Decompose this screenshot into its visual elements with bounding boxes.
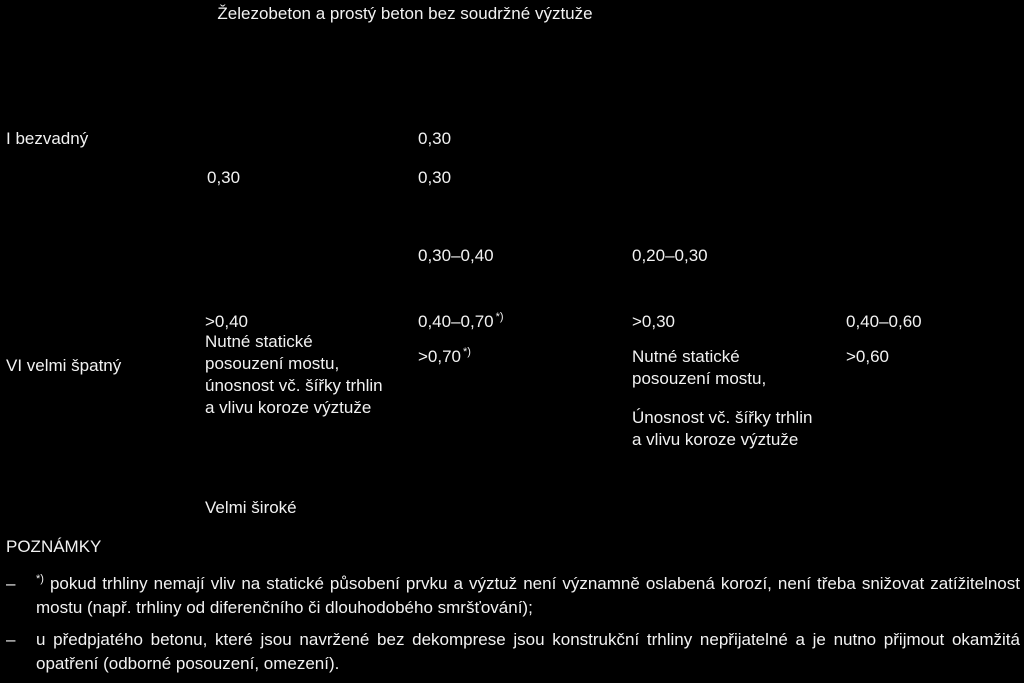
- note-2-text: u předpjatého betonu, které jsou navržené bez dekomprese jsou konstrukční trhliny nepřijatelné a je nutno přijmout okamžitá opatření (odborné posouzení, omezení).: [36, 630, 1020, 673]
- footnote-mark: *): [36, 573, 44, 586]
- row-vi-col2-width-label: Velmi široké: [205, 498, 297, 517]
- note-2: [6, 628, 1020, 676]
- row-i-col3-bottom-value: 0,30: [418, 168, 452, 187]
- row-ii-col4-value: 0,20–0,30: [632, 246, 708, 265]
- row-vi-col5-value-1: 0,40–0,60: [846, 312, 922, 331]
- note-dash: –: [6, 630, 16, 649]
- row-vi-col2-value: >0,40: [205, 312, 249, 331]
- row-vi-col4-note-1: Nutné statické posouzení mostu,: [632, 347, 767, 388]
- footnote-mark: *): [463, 346, 471, 359]
- row-vi-col5-value-2: >0,60: [846, 347, 890, 366]
- row-vi-col3-value-2-text: >0,70: [418, 347, 462, 366]
- row-vi-col2-note: Nutné statické posouzení mostu, únosnost vč. šířky trhlin a vlivu koroze výztuže: [205, 332, 383, 417]
- row-i-col2-value: 0,30: [207, 168, 241, 187]
- note-1: [6, 572, 1020, 620]
- row-label-i: I bezvadný: [6, 129, 89, 148]
- note-1-body: [36, 572, 1020, 620]
- table-heading: Železobeton a prostý beton bez soudržné výztuže: [217, 4, 593, 23]
- row-ii-col3-value: 0,30–0,40: [418, 246, 494, 265]
- notes-heading: POZNÁMKY: [6, 537, 102, 556]
- note-dash: –: [6, 574, 16, 593]
- footnote-mark: *): [495, 311, 504, 324]
- row-vi-col3-value-2: [418, 346, 471, 368]
- row-label-vi: VI velmi špatný: [6, 356, 122, 375]
- row-vi-col3-value-1: [418, 311, 504, 333]
- row-vi-col3-value-1-text: 0,40–0,70: [418, 312, 494, 331]
- row-i-col3-top-value: 0,30: [418, 129, 452, 148]
- row-vi-col4-note-2: Únosnost vč. šířky trhlin a vlivu koroze výztuže: [632, 408, 813, 449]
- note-1-text: pokud trhliny nemají vliv na statické působení prvku a výztuž není významně oslabená korozí, není třeba snižovat zatížitelnost mostu (např. trhliny od diferenčního či dlouhodobého smršťování);: [36, 574, 1020, 617]
- row-vi-col4-value: >0,30: [632, 312, 676, 331]
